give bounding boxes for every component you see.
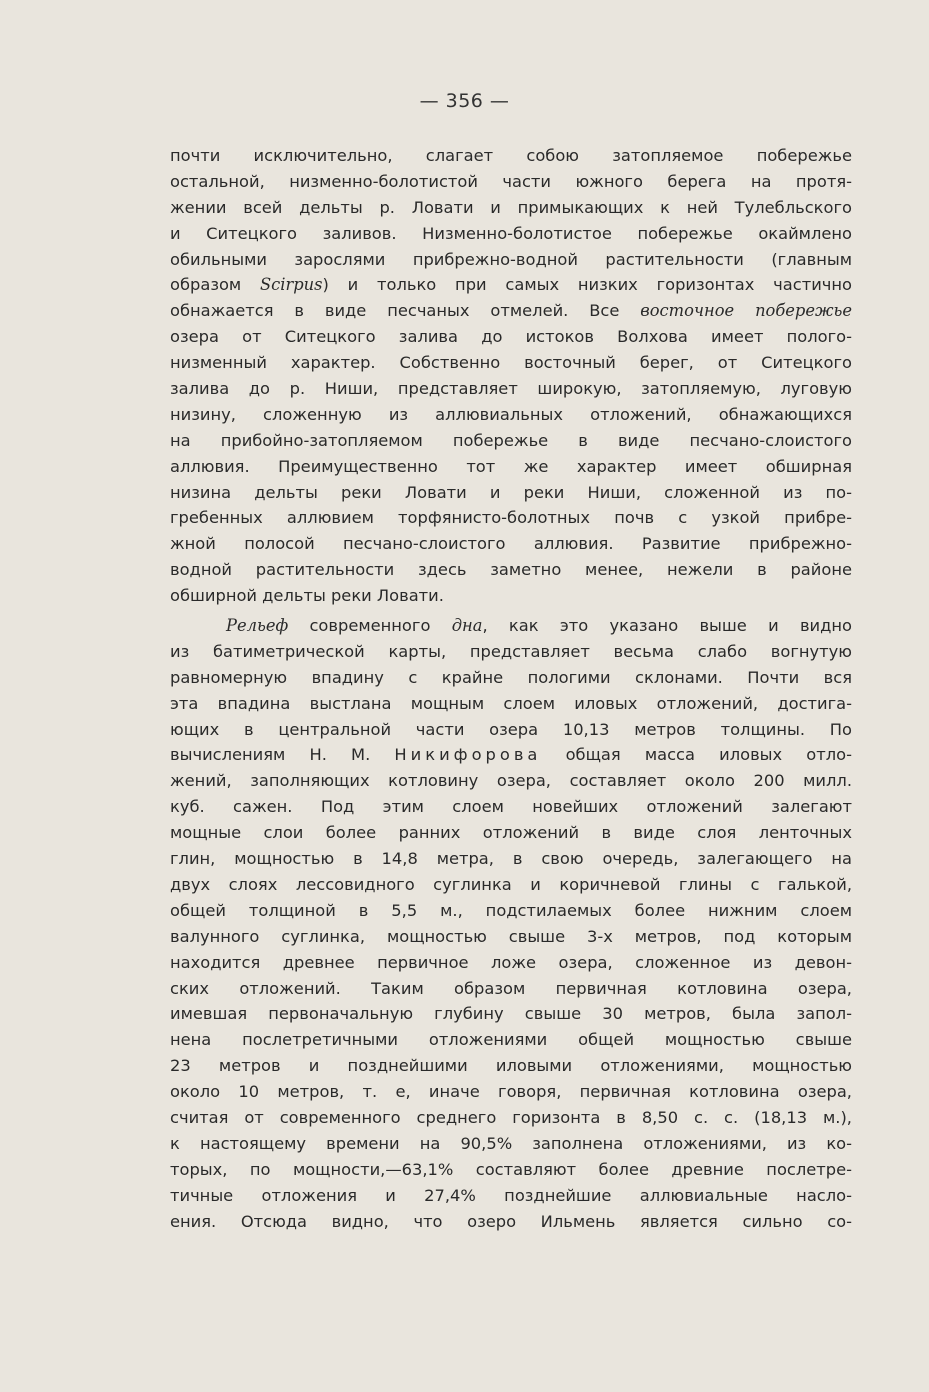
paragraph-1 xyxy=(170,143,852,609)
text-line: тичные отложения и 27,4% позднейшие аллювиальные насло- xyxy=(170,1185,852,1205)
text-line: низина дельты реки Ловати и реки Ниши, сложенной из по- xyxy=(170,482,852,502)
text-line: жной полосой песчано-слоистого аллювия. Развитие прибрежно- xyxy=(170,534,852,554)
text-line xyxy=(170,272,852,298)
text-line: имевшая первоначальную глубину свыше 30 метров, была запол- xyxy=(170,1004,852,1024)
text-line: аллювия. Преимущественно тот же характер имеет обширная xyxy=(170,456,852,476)
text-line: гребенных аллювием торфянисто-болотных почв с узкой прибре- xyxy=(170,508,852,528)
text-line: водной растительности здесь заметно менее, нежели в районе xyxy=(170,560,852,580)
text-line: ских отложений. Таким образом первичная котловина озера, xyxy=(170,978,852,998)
text-line: низину, сложенную из аллювиальных отложений, обнажающихся xyxy=(170,404,852,424)
text-line: на прибойно-затопляемом побережье в виде песчано-слоистого xyxy=(170,430,852,450)
text-line: двух слоях лессовидного суглинка и коричневой глины с галькой, xyxy=(170,874,852,894)
text-run: вычислениям Н. М. xyxy=(170,745,395,765)
text-line: равномерную впадину с крайне пологими склонами. Почти вся xyxy=(170,667,852,687)
text-line: нена послетретичными отложениями общей мощностью свыше xyxy=(170,1030,852,1050)
spaced-name: Никифорова xyxy=(394,745,542,765)
page-number: — 356 — xyxy=(419,90,510,112)
text-line xyxy=(170,742,852,768)
text-line: жении всей дельты р. Ловати и примыкающих к ней Тулебльского xyxy=(170,197,852,217)
text-line: залива до р. Ниши, представляет широкую, затопляемую, луговую xyxy=(170,379,852,399)
text-line: почти исключительно, слагает собою затопляемое побережье xyxy=(170,146,852,165)
text-line xyxy=(170,613,852,639)
text-line: находится древнее первичное ложе озера, сложенное из девон- xyxy=(170,952,852,972)
text-line: мощные слои более ранних отложений в виде слоя ленточных xyxy=(170,823,852,843)
text-line: остальной, низменно-болотистой части южного берега на протя- xyxy=(170,171,852,191)
paragraph-2 xyxy=(170,613,852,1234)
italic-term: восточное побережье xyxy=(640,301,852,321)
text-run: обнажается в виде песчаных отмелей. Все xyxy=(170,301,641,321)
text-line: жений, заполняющих котловину озера, составляет около 200 милл. xyxy=(170,771,852,791)
text-line: ения. Отсюда видно, что озеро Ильмень является сильно со- xyxy=(170,1211,852,1231)
text-line: глин, мощностью в 14,8 метра, в свою очередь, залегающего на xyxy=(170,849,852,869)
text-line: и Ситецкого заливов. Низменно-болотистое побережье окаймлено xyxy=(170,223,852,243)
text-line: 23 метров и позднейшими иловыми отложениями, мощностью xyxy=(170,1056,852,1076)
text-line: низменный характер. Собственно восточный берег, от Ситецкого xyxy=(170,353,852,373)
text-run: ) и только при самых низких горизонтах частично xyxy=(322,275,852,295)
text-line: около 10 метров, т. е, иначе говоря, первичная котловина озера, xyxy=(170,1082,852,1102)
text-run: современного xyxy=(288,616,452,636)
text-line: торых, по мощности,—63,1% составляют более древние послетре- xyxy=(170,1159,852,1179)
text-line: из батиметрической карты, представляет весьма слабо вогнутую xyxy=(170,641,852,661)
text-line xyxy=(170,298,852,324)
italic-term: дна xyxy=(451,616,483,636)
text-line: ющих в центральной части озера 10,13 метров толщины. По xyxy=(170,719,852,739)
italic-term: Рельеф xyxy=(226,616,289,636)
text-line: валунного суглинка, мощностью свыше 3-х метров, под которым xyxy=(170,926,852,946)
text-line: считая от современного среднего горизонта в 8,50 с. с. (18,13 м.), xyxy=(170,1107,852,1127)
text-run: общая масса иловых отло- xyxy=(541,745,852,765)
latin-term: Scirpus xyxy=(260,275,323,295)
text-run: образом xyxy=(170,275,260,295)
text-line: обширной дельты реки Ловати. xyxy=(170,586,444,606)
text-line: общей толщиной в 5,5 м., подстилаемых более нижним слоем xyxy=(170,900,852,920)
text-line: обильными зарослями прибрежно-водной растительности (главным xyxy=(170,249,852,269)
text-line: куб. сажен. Под этим слоем новейших отложений залегают xyxy=(170,797,852,817)
text-line: к настоящему времени на 90,5% заполнена отложениями, из ко- xyxy=(170,1133,852,1153)
text-line: эта впадина выстлана мощным слоем иловых отложений, достига- xyxy=(170,693,852,713)
text-line: озера от Ситецкого залива до истоков Волхова имеет полого- xyxy=(170,327,852,347)
text-run: , как это указано выше и видно xyxy=(482,616,852,636)
body-text xyxy=(170,143,852,1234)
